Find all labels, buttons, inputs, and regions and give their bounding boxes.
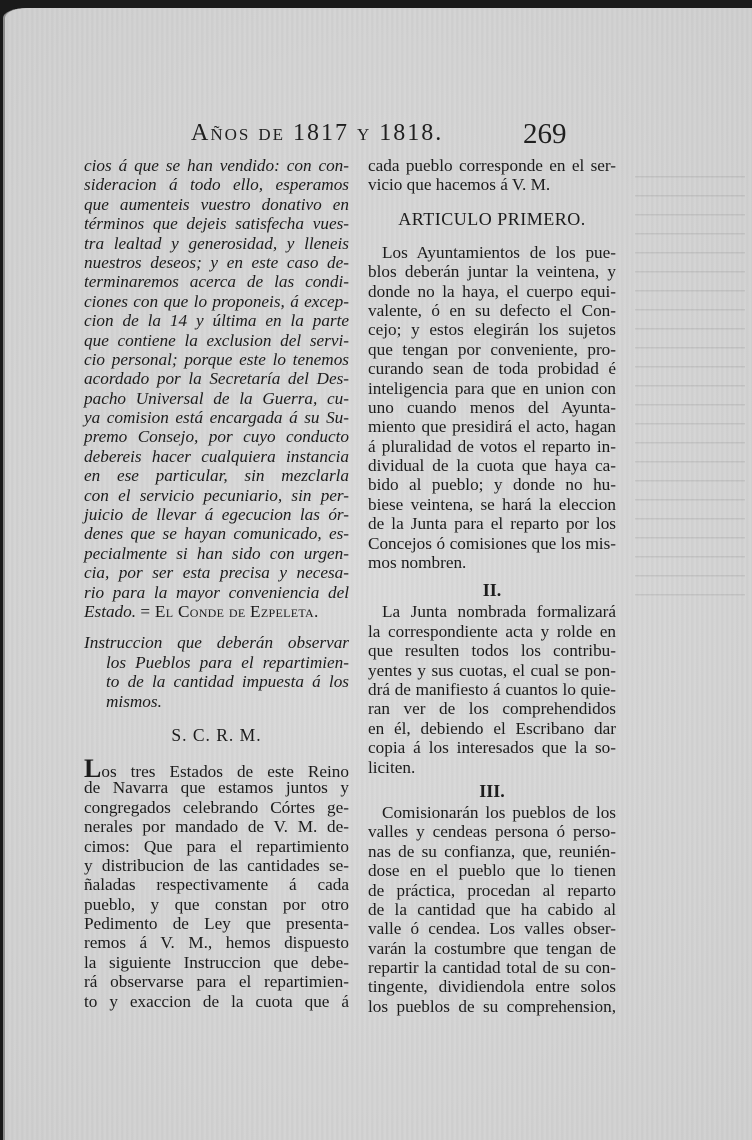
spacer <box>84 747 349 759</box>
drop-cap: L <box>84 753 102 783</box>
text-line: en él, debiendo el Escribano dar <box>368 718 616 738</box>
text-line: dividual de la cuota que haya ca- <box>368 456 616 476</box>
text-line: cada pueblo corresponde en el ser- <box>368 156 616 175</box>
text-line: ñaladas respectivamente á cada <box>84 875 349 895</box>
text-line: que resulten todos los contribu- <box>368 641 616 661</box>
text-line: ciones con que lo proponeis, á excep- <box>84 291 349 311</box>
article-1-title: ARTICULO PRIMERO. <box>398 208 586 229</box>
text-line: tingente, dividiendola entre solos <box>368 977 616 997</box>
text-line: la correspondiente acta y rolde en <box>368 621 616 641</box>
text-line: en ese particular, sin mezclarla <box>84 466 349 486</box>
petition-body <box>84 753 349 1011</box>
text-line: repartir la cantidad total de su con- <box>368 958 616 978</box>
article-2-text <box>368 602 616 777</box>
text-line: nerales por mandado de V. M. de- <box>84 817 349 837</box>
text-line: drá de manifiesto á cuantos lo quie- <box>368 679 616 699</box>
text-line: Concejos ó comisiones que los mis- <box>368 533 616 553</box>
text-line: tra lealtad y generosidad, y lleneis <box>84 233 349 253</box>
text-line: to de la cantidad impuesta á los <box>106 672 349 692</box>
letter-continuation <box>84 156 349 602</box>
text-line: valente, ó en su defecto el Con- <box>368 300 616 320</box>
text-line: denes que se hayan comunicado, es- <box>84 524 349 544</box>
text-line: pecialmente si han sido con urgen- <box>84 543 349 563</box>
closing-word: Estado. <box>84 601 137 621</box>
show-through-text <box>635 176 745 596</box>
text-line: pueblo, y que constan por otro <box>84 894 349 914</box>
article-2-number: II. <box>482 580 502 601</box>
text-line: de la cantidad que ha cabido al <box>368 899 616 919</box>
text-line: curando sean de toda probidad é <box>368 359 616 379</box>
text-line: donde no la haya, el cuerpo equi- <box>368 281 616 301</box>
text-line: de Navarra que estamos juntos y <box>84 778 349 798</box>
text-line: liciten. <box>368 757 416 777</box>
text-line: nuestros deseos; y en este caso de- <box>84 252 349 272</box>
right-continuation <box>368 156 616 195</box>
text-line: cejo; y estos elegirán los sujetos <box>368 320 616 340</box>
text-line: cimos: Que para el repartimiento <box>84 836 349 856</box>
text-line: rio para la mayor conveniencia del <box>84 582 349 602</box>
text-line: rá observarse para el repartimien- <box>84 972 349 992</box>
text-line: copia á los interesados que la so- <box>368 738 616 758</box>
text-line: de la Junta para el reparto por los <box>368 514 616 534</box>
text-line: ya comision está encargada á su Su- <box>84 408 349 428</box>
text-line: cios á que se han vendido: con con- <box>84 156 349 175</box>
text-line: mos nombren. <box>368 553 467 573</box>
text-line: términos que dejeis satisfecha vues- <box>84 214 349 234</box>
text-line: valles y cendeas persona ó perso- <box>368 822 616 842</box>
article-1-text <box>368 243 616 573</box>
text-line: nas de su confianza, que, reunién- <box>368 841 616 861</box>
text-line: de práctica, procedan al reparto <box>368 880 616 900</box>
first-line-text: os tres Estados de este Reino <box>101 761 349 781</box>
text-line: á pluralidad de votos el reparto in- <box>368 436 616 456</box>
running-head <box>5 116 752 152</box>
text-line: cio personal; porque este lo tenemos <box>84 349 349 369</box>
text-line: inteligencia para que en union con <box>368 378 616 398</box>
left-column <box>84 156 349 1011</box>
text-line: con el servicio pecuniario, sin per- <box>84 485 349 505</box>
text-line: bido al pueblo; y donde no hu- <box>368 475 616 495</box>
text-line: que tengan por conveniente, pro- <box>368 339 616 359</box>
book-page <box>3 8 752 1140</box>
spacer <box>84 711 349 723</box>
text-line: premo Consejo, por cuyo conducto <box>84 427 349 447</box>
text-line: cia, por ser esta precisa y necesa- <box>84 563 349 583</box>
instruction-title <box>84 633 349 711</box>
text-line: ran ver de los comprehendidos <box>368 699 616 719</box>
petition-lines <box>84 778 349 1011</box>
text-line: debereis hacer cualquiera instancia <box>84 446 349 466</box>
text-line: dose en el pueblo que lo tienen <box>368 861 616 881</box>
letter-closing-line <box>84 602 349 621</box>
text-line: cion de la 14 y última en la parte <box>84 311 349 331</box>
text-line: uno cuando menos del Ayunta- <box>368 397 616 417</box>
spacer <box>368 231 616 243</box>
text-line: Comisionarán los pueblos de los <box>382 802 616 822</box>
text-line: blos deberán juntar la veintena, y <box>368 262 616 282</box>
text-line: yentes y sus cuotas, el cual se pon- <box>368 660 616 680</box>
text-line: biese veintena, se hará la eleccion <box>368 494 616 514</box>
text-line: los Pueblos para el repartimien- <box>106 652 349 672</box>
text-line: Los Ayuntamientos de los pue- <box>382 242 616 262</box>
text-line: terminaremos acerca de las condi- <box>84 272 349 292</box>
salutation: S. C. R. M. <box>171 724 262 745</box>
text-line: congregados celebrando Córtes ge- <box>84 797 349 817</box>
article-3-number: III. <box>479 780 505 801</box>
text-line: to y exaccion de la cuota que á <box>84 991 349 1011</box>
text-line: varán la costumbre que tengan de <box>368 938 616 958</box>
page-number: 269 <box>523 118 567 150</box>
text-line: pacho Universal de la Guerra, cu- <box>84 388 349 408</box>
text-line: sideracion á todo ello, esperamos <box>84 175 349 195</box>
text-line: Pedimento de Ley que presenta- <box>84 914 349 934</box>
text-line: acordado por la Secretaría del Des- <box>84 369 349 389</box>
text-line: La Junta nombrada formalizará <box>382 602 616 622</box>
text-line: remos á V. M., hemos dispuesto <box>84 933 349 953</box>
spacer <box>84 621 349 633</box>
signature: = El Conde de Ezpeleta. <box>140 601 319 621</box>
petition-first-line <box>84 753 349 783</box>
text-line: y distribucion de las cantidades se- <box>84 855 349 875</box>
spacer <box>368 195 616 207</box>
text-line: Instruccion que deberán observar <box>84 633 349 653</box>
text-line: miento que presidirá el acto, hagan <box>368 417 616 437</box>
text-line: los pueblos de su comprehension, <box>368 996 616 1016</box>
running-title: Años de 1817 y 1818. <box>191 120 444 146</box>
text-line: valle ó cendea. Los valles obser- <box>368 919 616 939</box>
right-column <box>368 156 616 1016</box>
text-line: vicio que hacemos á V. M. <box>368 175 551 195</box>
text-line: mismos. <box>106 691 162 711</box>
text-line: juicio de llevar á egecucion las ór- <box>84 505 349 525</box>
text-line: que aumenteis vuestro donativo en <box>84 194 349 214</box>
article-3-text <box>368 803 616 1016</box>
text-line: que contiene la exclusion del servi- <box>84 330 349 350</box>
text-line: la siguiente Instruccion que debe- <box>84 952 349 972</box>
